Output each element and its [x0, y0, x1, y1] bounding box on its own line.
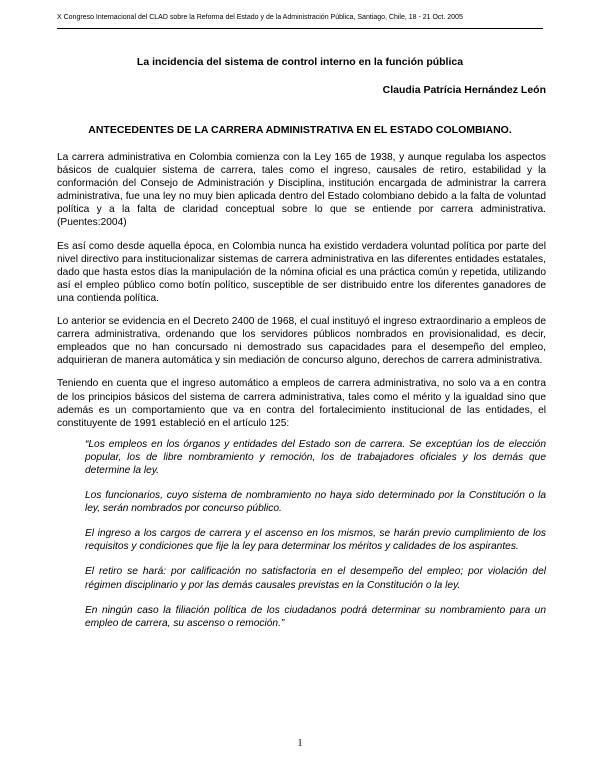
section-heading: ANTECEDENTES DE LA CARRERA ADMINISTRATIVA EN EL ESTADO COLOMBIANO.	[88, 124, 512, 136]
page-number: 1	[297, 738, 303, 749]
paragraph: Lo anterior se evidencia en el Decreto 2400 de 1968, el cual instituyó el ingreso extraordinario a empleos de carrera administrativa, ordenando que los servidores públicos nombrados en provisionalidad, es decir, empleados que no han concursado ni demostrado sus capacidades para el desempeño del empleo, adquirieran de manera automática y sin mediación de concurso alguno, derechos de carrera administrativa.	[57, 316, 546, 367]
paper-title: La incidencia del sistema de control interno en la función pública	[136, 56, 464, 68]
quote-paragraph: “Los empleos en los órganos y entidades del Estado son de carrera. Se exceptúan los de elección popular, los de libre nombramiento y remoción, los de trabajadores oficiales y los demás que determine la ley.	[85, 438, 546, 476]
paragraph: Es así como desde aquella época, en Colombia nunca ha existido verdadera voluntad política por parte del nivel directivo para institucionalizar sistemas de carrera administrativa en las diferentes entidades estatales, dado que hasta estos días la manipulación de la nómina oficial es una práctica común y repetida, utilizando así el empleo público como botín político, susceptible de ser distribuido entre los diferentes ganadores de una contienda política.	[57, 240, 546, 304]
running-header: X Congreso Internacional del CLAD sobre la Reforma del Estado y de la Administración Pública, Santiago, Chile, 18 - 21 Oct. 2005	[57, 14, 463, 21]
body-text	[57, 151, 546, 642]
header-rule	[57, 28, 543, 29]
quote-paragraph: El retiro se hará: por calificación no satisfactoria en el desempeño del empleo; por violación del régimen disciplinario y por las demás causales previstas en la Constitución o la ley.	[85, 566, 546, 591]
quote-paragraph: En ningún caso la filiación política de los ciudadanos podrá determinar su nombramiento para un empleo de carrera, su ascenso o remoción.”	[85, 604, 546, 629]
author-name: Claudia Patrícia Hernández León	[382, 84, 546, 96]
paragraph: Teniendo en cuenta que el ingreso automático a empleos de carrera administrativa, no solo va a en contra de los principios básicos del sistema de carrera administrativa, tales como el mérito y la igualdad sino que además es un comportamiento que va en contra del fortalecimiento institucional de las entidades, el constituyente de 1991 estableció en el artículo 125:	[57, 378, 546, 429]
paragraph: La carrera administrativa en Colombia comienza con la Ley 165 de 1938, y aunque regulaba los aspectos básicos de cualquier sistema de carrera, tales como el ingreso, causales de retiro, estabilidad y la conformación del Consejo de Administración y Disciplina, institución encargada de administrar la carrera administrativa, fue una ley no muy bien aplicada dentro del Estado colombiano debido a la falta de voluntad política y a la falta de claridad conceptual sobre lo que se entiende por carrera administrativa. (Puentes:2004)	[57, 152, 546, 229]
quote-paragraph: El ingreso a los cargos de carrera y el ascenso en los mismos, se harán previo cumplimiento de los requisitos y condiciones que fije la ley para determinar los méritos y calidades de los aspirantes.	[85, 528, 546, 553]
quote-paragraph: Los funcionarios, cuyo sistema de nombramiento no haya sido determinado por la Constitución o la ley, serán nombrados por concurso público.	[85, 490, 546, 515]
